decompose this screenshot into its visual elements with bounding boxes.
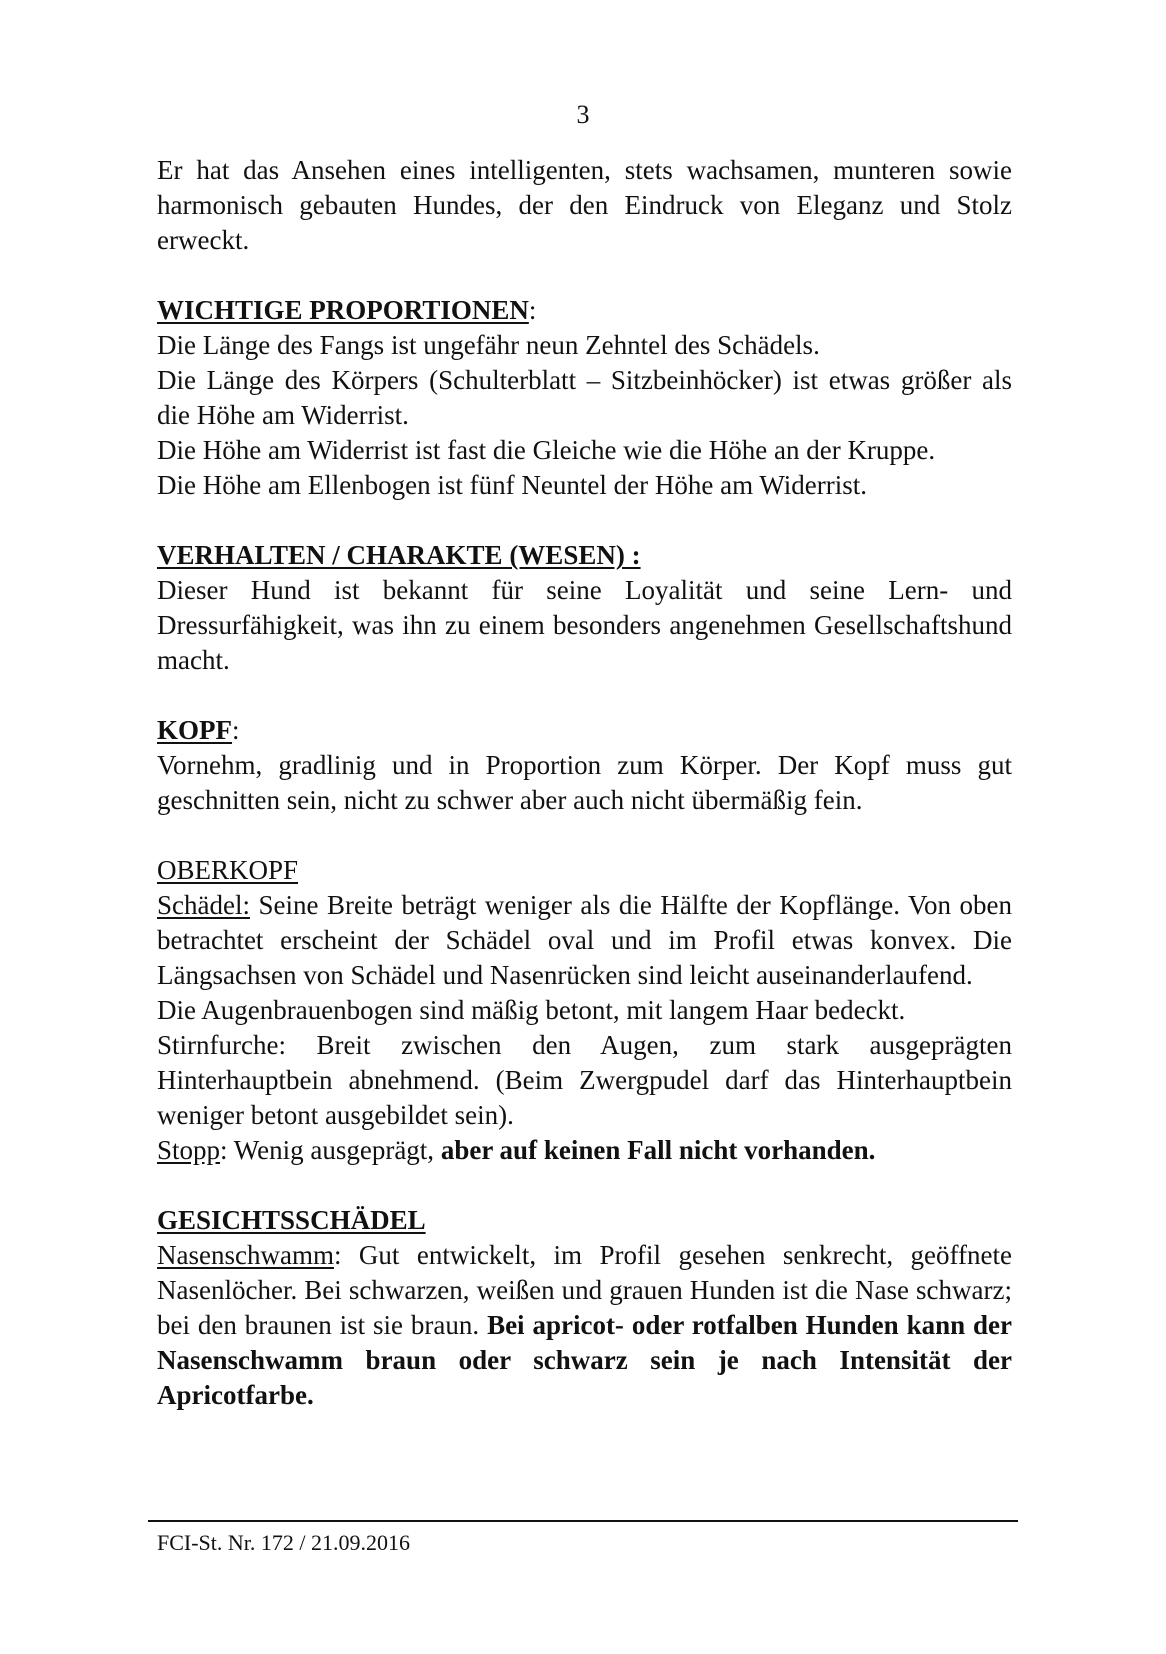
proportions-line: Die Höhe am Ellenbogen ist fünf Neuntel der Höhe am Widerrist.	[157, 470, 867, 500]
upper-head-heading-line	[157, 853, 1012, 888]
section-gap	[157, 258, 1012, 293]
face-heading-line	[157, 1203, 1012, 1238]
behavior-paragraph: Dieser Hund ist bekannt für seine Loyalität und seine Lern- und Dressurfähigkeit, was ihn zu einem besonders angenehmen Gesellschaftshund macht.	[157, 575, 1012, 675]
stop-text: : Wenig ausgeprägt,	[220, 1135, 441, 1165]
intro-paragraph: Er hat das Ansehen eines intelligenten, stets wachsamen, munteren sowie harmonisch gebauten Hundes, der den Eindruck von Eleganz und Stolz erweckt.	[157, 155, 1012, 255]
skull-text: Seine Breite beträgt weniger als die Hälfte der Kopflänge. Von oben betrachtet erscheint der Schädel oval und im Profil etwas konvex. Die Längsachsen von Schädel und Nasenrücken sind leicht auseinanderlaufend.	[157, 890, 1012, 990]
head-heading: KOPF	[157, 715, 232, 745]
furrow-paragraph: Stirnfurche: Breit zwischen den Augen, zum stark ausgeprägten Hinterhauptbein abnehmend. (Beim Zwergpudel darf das Hinterhauptbein weniger betont ausgebildet sein).	[157, 1030, 1012, 1130]
proportions-line: Die Höhe am Widerrist ist fast die Gleiche wie die Höhe an der Kruppe.	[157, 435, 936, 465]
upper-head-heading: OBERKOPF	[157, 855, 299, 885]
section-gap	[157, 818, 1012, 853]
stop-bold-text: aber auf keinen Fall nicht vorhanden.	[440, 1135, 876, 1165]
document-body	[157, 153, 1012, 1413]
behavior-heading-line	[157, 538, 1012, 573]
section-gap	[157, 678, 1012, 713]
skull-paragraph	[157, 888, 1012, 993]
section-gap	[157, 503, 1012, 538]
head-paragraph: Vornehm, gradlinig und in Proportion zum Körper. Der Kopf muss gut geschnitten sein, nicht zu schwer aber auch nicht übermäßig fein.	[157, 750, 1012, 815]
section-gap	[157, 1168, 1012, 1203]
proportions-heading-colon: :	[528, 295, 537, 325]
stop-label: Stopp	[157, 1135, 221, 1165]
face-heading: GESICHTSSCHÄDEL	[157, 1205, 426, 1235]
skull-label: Schädel:	[157, 890, 250, 920]
nose-label: Nasenschwamm	[157, 1240, 334, 1270]
proportions-heading-line	[157, 293, 1012, 328]
brow-paragraph: Die Augenbrauenbogen sind mäßig betont, mit langem Haar bedeckt.	[157, 995, 906, 1025]
stop-paragraph	[157, 1133, 1012, 1168]
head-heading-colon: :	[232, 715, 240, 745]
nose-paragraph	[157, 1238, 1012, 1413]
proportions-line: Die Länge des Fangs ist ungefähr neun Zehntel des Schädels.	[157, 330, 820, 360]
head-heading-line	[157, 713, 1012, 748]
footer-standard-number: FCI-St. Nr. 172 / 21.09.2016	[157, 1530, 411, 1555]
nose-bold-text: Bei apricot- oder rotfalben Hunden kann der Nasenschwamm braun oder schwarz sein je nach Intensität der Apricotfarbe.	[157, 1310, 1012, 1410]
nose-text: : Gut entwickelt, im Profil gesehen senkrecht, geöffnete Nasenlöcher. Bei schwarzen, weißen und grauen Hunden ist die Nase schwarz; bei den braunen ist sie braun.	[157, 1240, 1012, 1340]
footer-divider	[148, 1520, 1018, 1522]
proportions-heading: WICHTIGE PROPORTIONEN	[157, 295, 529, 325]
behavior-heading: VERHALTEN / CHARAKTE (WESEN) :	[157, 540, 641, 570]
proportions-line: Die Länge des Körpers (Schulterblatt – Sitzbeinhöcker) ist etwas größer als die Höhe am Widerrist.	[157, 365, 1012, 430]
page-number: 3	[576, 100, 590, 129]
